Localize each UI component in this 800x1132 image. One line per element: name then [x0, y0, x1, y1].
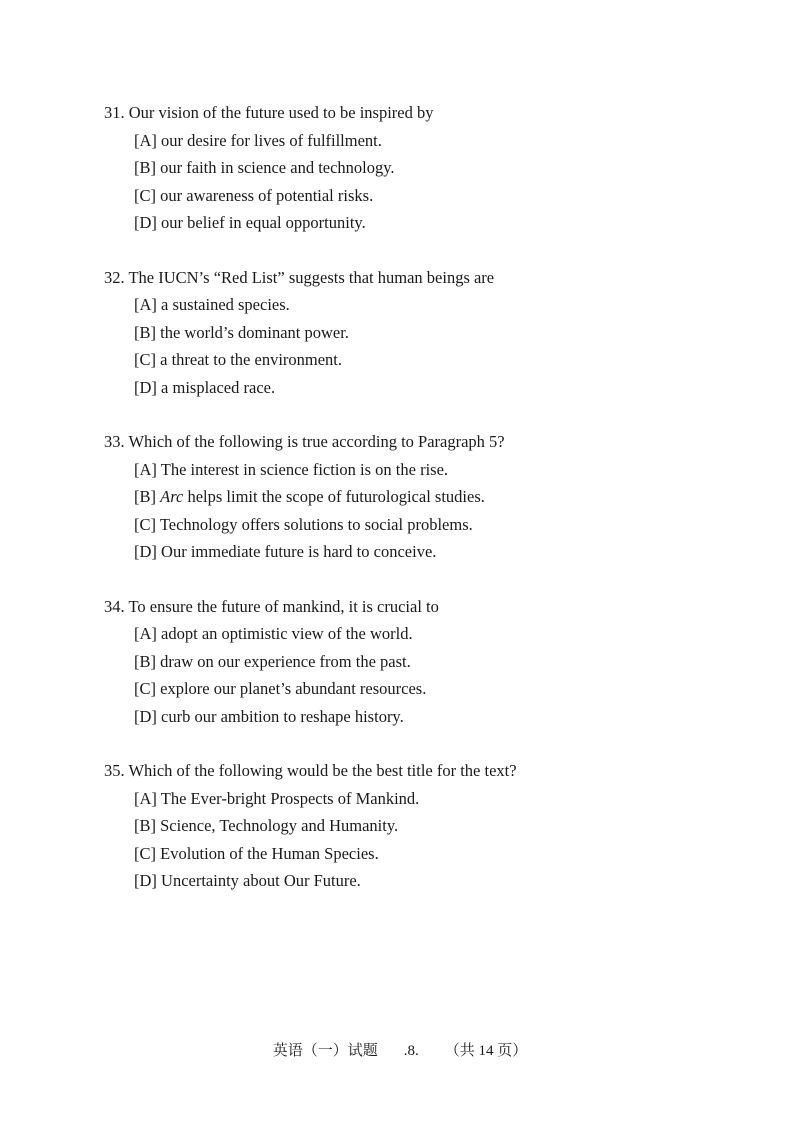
- question-number: 32.: [104, 267, 125, 287]
- option-d: [134, 374, 800, 402]
- question-stem: [104, 593, 800, 621]
- question-35: [0, 757, 800, 895]
- option-text: curb our ambition to reshape history.: [161, 706, 404, 726]
- question-text: Which of the following would be the best title for the text?: [128, 761, 517, 780]
- option-c: [134, 511, 800, 539]
- option-text: The interest in science fiction is on the rise.: [160, 459, 449, 479]
- option-text: Science, Technology and Humanity.: [160, 816, 399, 835]
- option-label: [A]: [134, 295, 157, 314]
- question-text: The IUCN’s “Red List” suggests that human beings are: [128, 267, 495, 287]
- option-b: [134, 812, 800, 840]
- question-number: 33.: [104, 432, 125, 451]
- option-d: [134, 209, 800, 237]
- option-label: [D]: [134, 871, 157, 890]
- footer-subject: 英语（一）试题: [272, 1043, 378, 1059]
- option-text: our desire for lives of fulfillment.: [161, 130, 382, 150]
- option-text: a sustained species.: [161, 295, 290, 314]
- option-d: [134, 703, 800, 731]
- option-label: [A]: [134, 624, 157, 643]
- option-label: [C]: [134, 843, 156, 863]
- option-a: [134, 785, 800, 813]
- option-label: [A]: [134, 459, 157, 479]
- question-stem: [104, 99, 800, 127]
- option-label: [D]: [134, 706, 157, 726]
- question-number: 35.: [104, 761, 125, 780]
- option-text: our faith in science and technology.: [160, 158, 395, 177]
- option-text: Our immediate future is hard to conceive.: [161, 542, 437, 561]
- question-31: [0, 99, 800, 237]
- question-33: [0, 428, 800, 566]
- question-text: To ensure the future of mankind, it is crucial to: [128, 596, 439, 616]
- option-label: [B]: [134, 816, 156, 835]
- option-label: [D]: [134, 542, 157, 561]
- option-text: adopt an optimistic view of the world.: [161, 624, 413, 643]
- question-number: 31.: [104, 103, 125, 122]
- option-label: [B]: [134, 487, 156, 506]
- question-text: Our vision of the future used to be inspired by: [128, 103, 434, 122]
- option-text: draw on our experience from the past.: [160, 651, 411, 671]
- option-c: [134, 346, 800, 374]
- option-text: Evolution of the Human Species.: [160, 843, 379, 863]
- option-text: The Ever-bright Prospects of Mankind.: [160, 788, 420, 808]
- option-b: [134, 319, 800, 347]
- option-text: our belief in equal opportunity.: [161, 213, 366, 232]
- option-text: our awareness of potential risks.: [160, 185, 374, 205]
- footer-page-number: .8.: [403, 1043, 419, 1059]
- option-b: [134, 483, 800, 511]
- option-b: [134, 154, 800, 182]
- option-d: [134, 867, 800, 895]
- option-label: [B]: [134, 651, 156, 671]
- option-text: Uncertainty about Our Future.: [161, 871, 361, 890]
- option-label: [A]: [134, 788, 157, 808]
- option-b: [134, 648, 800, 676]
- question-32: [0, 264, 800, 402]
- option-label: [D]: [134, 377, 157, 397]
- option-label: [C]: [134, 185, 156, 205]
- option-label: [B]: [134, 158, 156, 177]
- question-stem: [104, 264, 800, 292]
- question-stem: [104, 757, 800, 785]
- option-text: a threat to the environment.: [160, 350, 343, 369]
- question-stem: [104, 428, 800, 456]
- option-a: [134, 456, 800, 484]
- option-text: a misplaced race.: [161, 377, 276, 397]
- page-footer: [0, 1040, 800, 1062]
- question-text: Which of the following is true according to Paragraph 5?: [128, 432, 505, 451]
- option-d: [134, 538, 800, 566]
- option-label: [C]: [134, 679, 156, 698]
- footer-total-pages: （共 14 页）: [444, 1043, 528, 1059]
- option-c: [134, 182, 800, 210]
- option-label: [B]: [134, 322, 156, 342]
- question-34: [0, 593, 800, 731]
- option-c: [134, 840, 800, 868]
- option-a: [134, 127, 800, 155]
- option-a: [134, 620, 800, 648]
- option-label: [C]: [134, 350, 156, 369]
- option-text: the world’s dominant power.: [160, 322, 349, 342]
- option-c: [134, 675, 800, 703]
- question-list: [0, 99, 800, 922]
- option-label: [A]: [134, 130, 157, 150]
- option-label: [D]: [134, 213, 157, 232]
- option-text: Technology offers solutions to social problems.: [159, 514, 473, 534]
- question-number: 34.: [104, 596, 125, 616]
- option-label: [C]: [134, 514, 156, 534]
- option-a: [134, 291, 800, 319]
- option-text: helps limit the scope of futurological studies.: [183, 487, 485, 506]
- option-italic-title: Arc: [160, 487, 184, 506]
- option-text: explore our planet’s abundant resources.: [160, 679, 427, 698]
